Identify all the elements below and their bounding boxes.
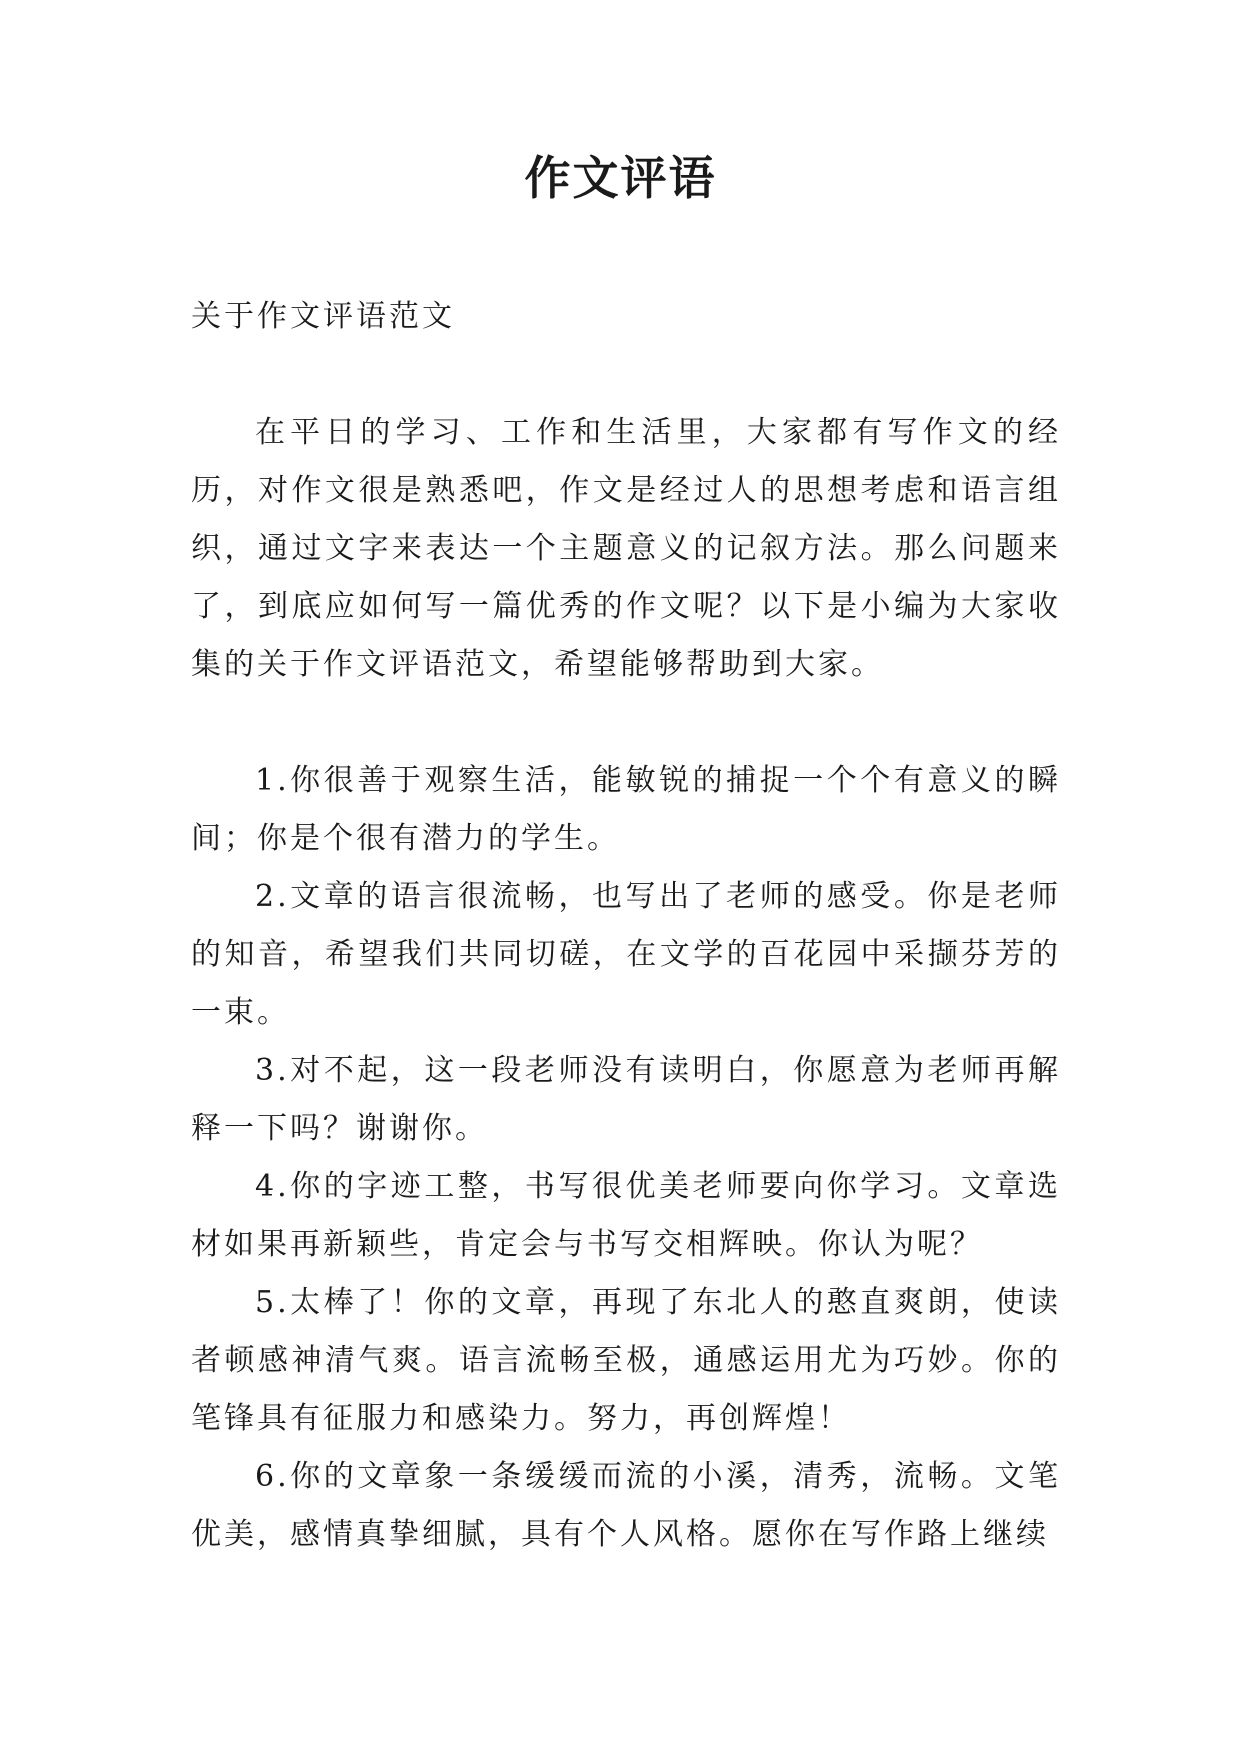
comment-item-3: 3.对不起，这一段老师没有读明白，你愿意为老师再解释一下吗？谢谢你。	[191, 1053, 1061, 1146]
comment-item-1: 1.你很善于观察生活，能敏锐的捕捉一个个有意义的瞬间；你是个很有潜力的学生。	[191, 763, 1061, 856]
comment-item-4: 4.你的字迹工整，书写很优美老师要向你学习。文章选材如果再新颖些，肯定会与书写交相辉映。你认为呢？	[191, 1169, 1061, 1262]
comment-item-5: 5.太棒了！你的文章，再现了东北人的憨直爽朗，使读者顿感神清气爽。语言流畅至极，通感运用尤为巧妙。你的笔锋具有征服力和感染力。努力，再创辉煌！	[191, 1285, 1061, 1436]
comment-item-6: 6.你的文章象一条缓缓而流的小溪，清秀，流畅。文笔优美，感情真挚细腻，具有个人风格。愿你在写作路上继续	[191, 1459, 1061, 1552]
document-body	[191, 288, 1061, 1564]
comment-item-2: 2.文章的语言很流畅，也写出了老师的感受。你是老师的知音，希望我们共同切磋，在文学的百花园中采撷芬芳的一束。	[191, 879, 1061, 1030]
document-subtitle: 关于作文评语范文	[191, 299, 455, 334]
intro-paragraph: 在平日的学习、工作和生活里，大家都有写作文的经历，对作文很是熟悉吧，作文是经过人的思想考虑和语言组织，通过文字来表达一个主题意义的记叙方法。那么问题来了，到底应如何写一篇优秀的作文呢？以下是小编为大家收集的关于作文评语范文，希望能够帮助到大家。	[191, 415, 1061, 682]
document-title: 作文评语	[524, 151, 717, 205]
